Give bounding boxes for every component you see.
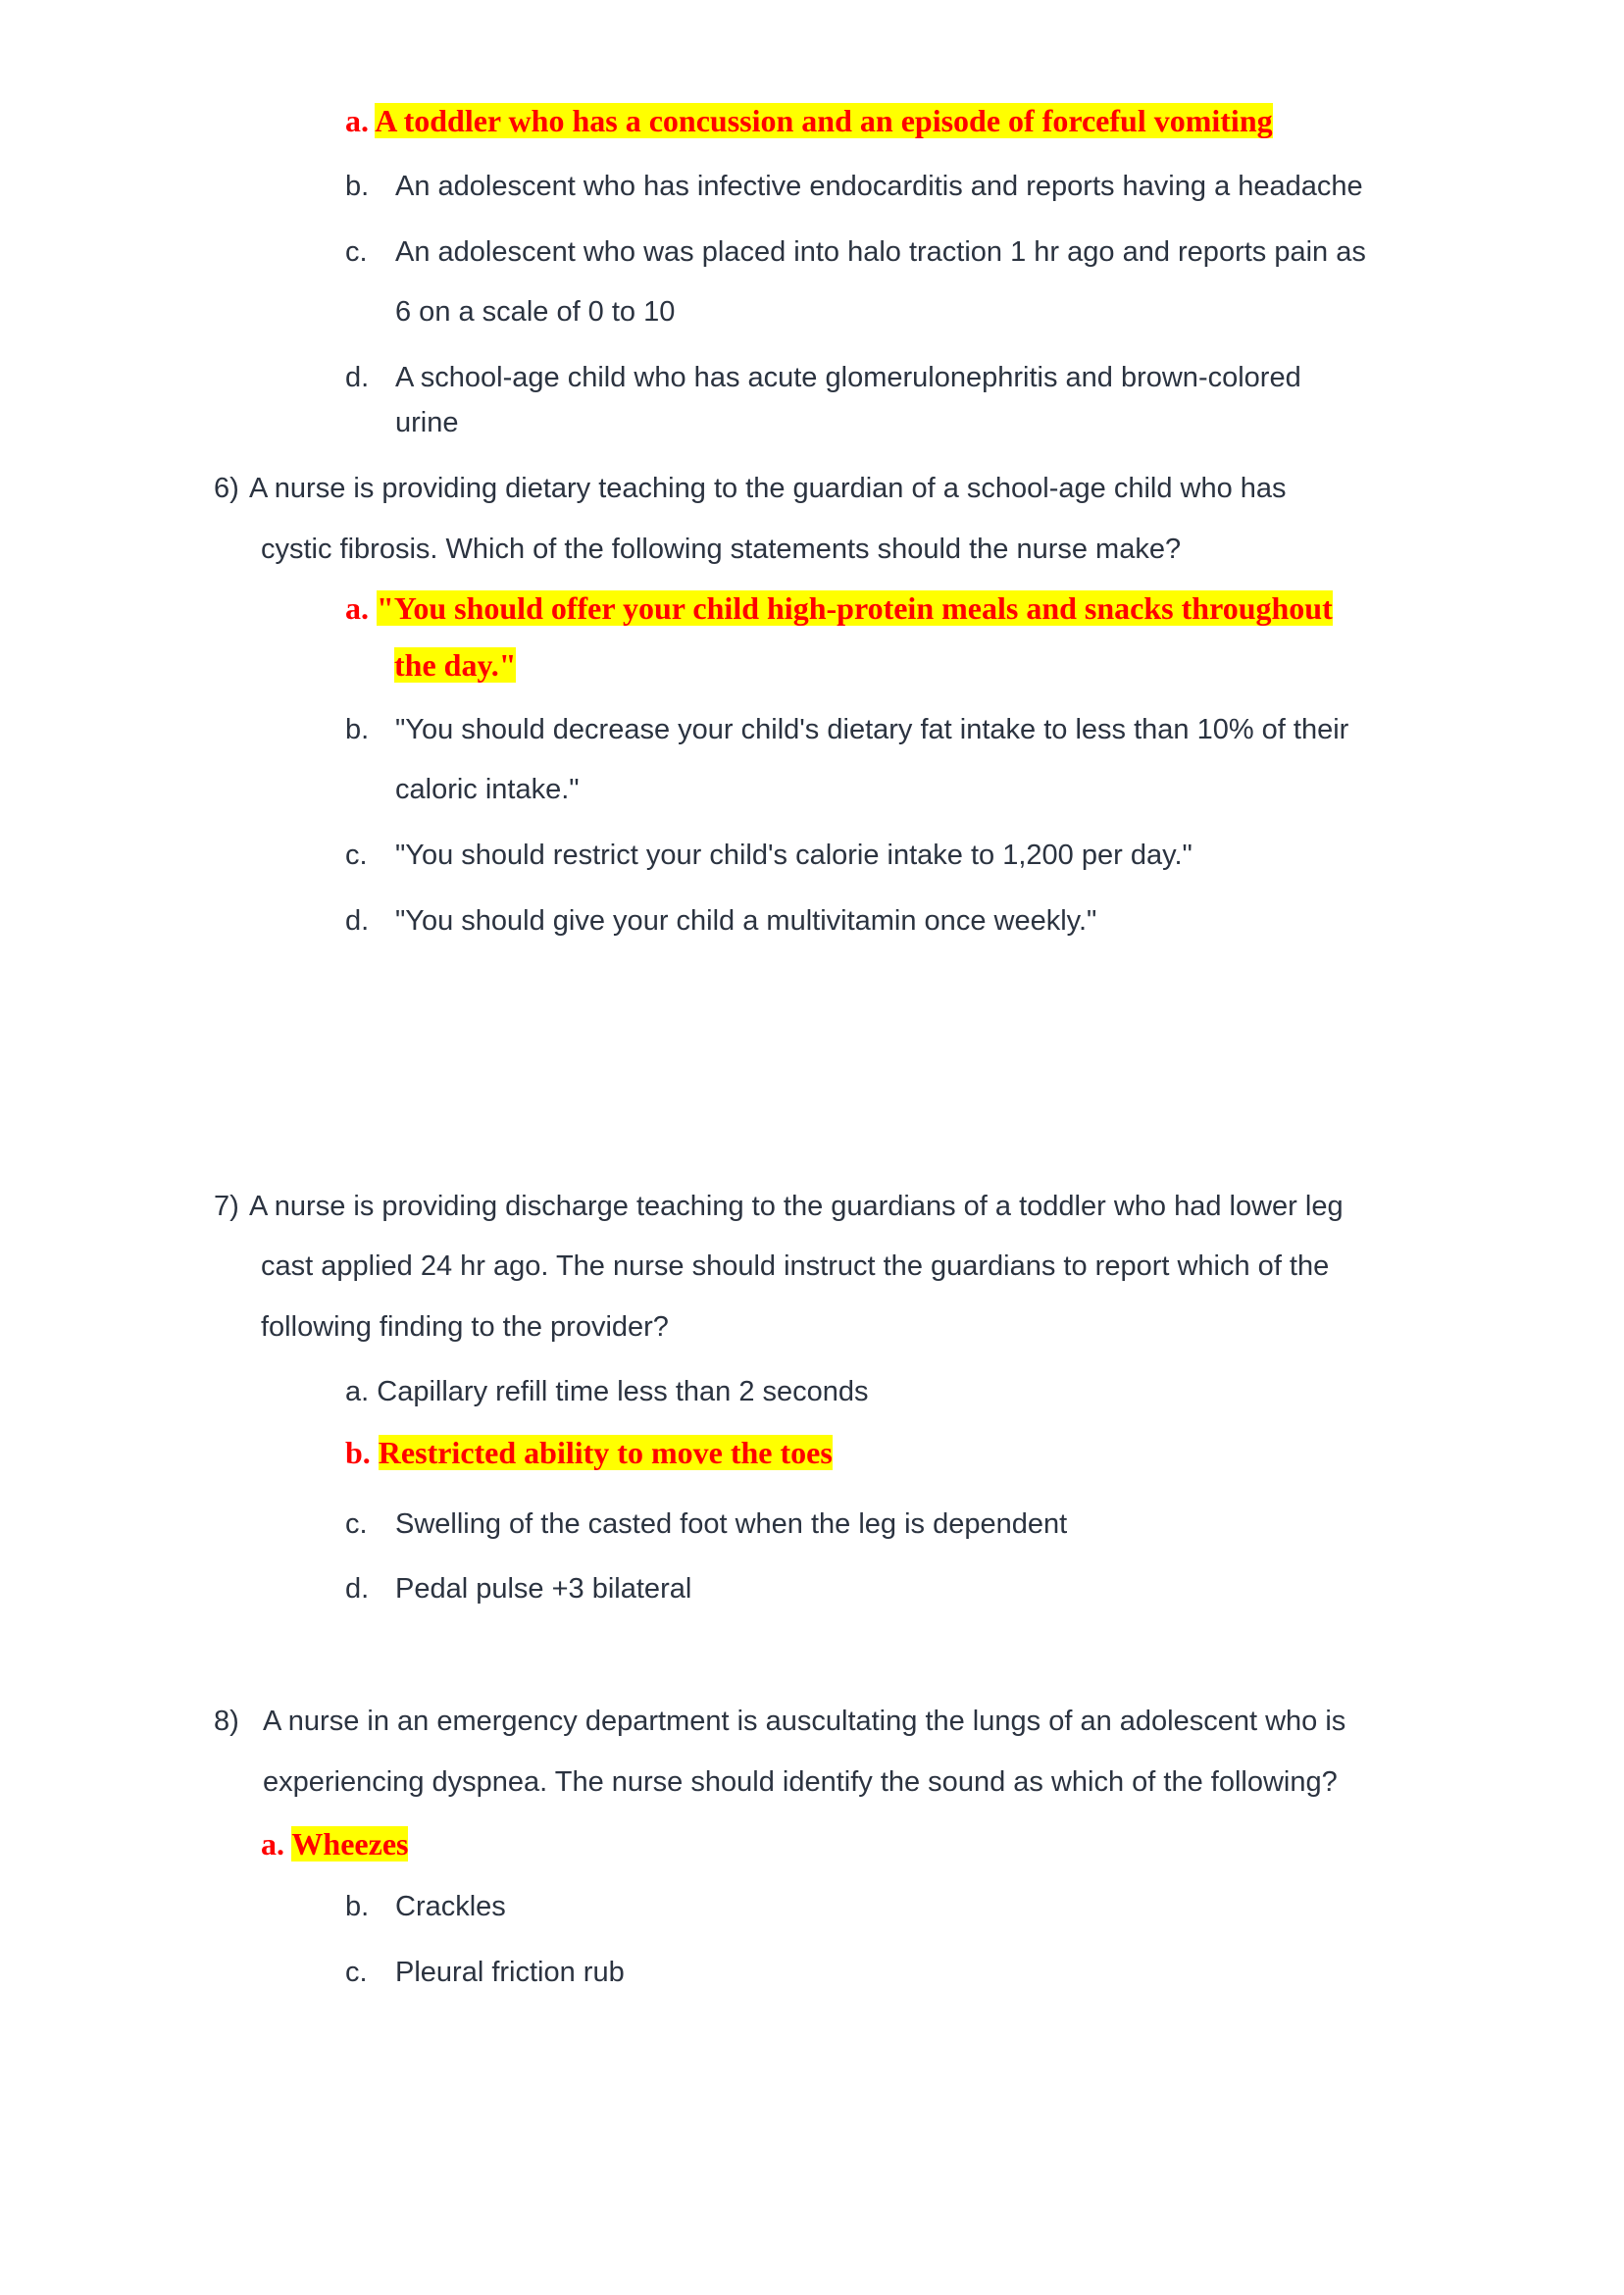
q7-option-d-label: d. — [345, 1573, 370, 1605]
q7-option-a — [345, 1374, 869, 1409]
q5-option-c-text-cont: 6 on a scale of 0 to 10 — [395, 296, 676, 328]
option-label: a. — [345, 103, 369, 138]
option-label: a. — [345, 1376, 370, 1407]
q5-option-b-text: An adolescent who has infective endocarditis and reports having a headache — [395, 171, 1363, 202]
option-text: Restricted ability to move the toes — [378, 1435, 833, 1470]
q6-option-b-label: b. — [345, 714, 370, 745]
q7-option-c-text: Swelling of the casted foot when the leg is dependent — [395, 1508, 1068, 1540]
q7-stem-cont2: following finding to the provider? — [261, 1311, 669, 1343]
q5-option-d-text-cont: urine — [395, 407, 459, 438]
q5-option-b-label: b. — [345, 171, 370, 202]
option-text: Wheezes — [291, 1826, 409, 1862]
q6-stem-cont: cystic fibrosis. Which of the following statements should the nurse make? — [261, 534, 1182, 565]
q8-option-c-label: c. — [345, 1957, 368, 1988]
q6-option-d-text: "You should give your child a multivitamin once weekly." — [395, 905, 1097, 937]
option-label: a. — [261, 1826, 284, 1862]
q8-option-a-correct — [261, 1826, 408, 1862]
q8-option-b-label: b. — [345, 1891, 370, 1922]
q6-option-c-label: c. — [345, 840, 368, 871]
q7-option-d-text: Pedal pulse +3 bilateral — [395, 1573, 692, 1605]
option-text: "You should offer your child high-protein meals and snacks throughout — [377, 590, 1333, 626]
q8-option-c-text: Pleural friction rub — [395, 1957, 625, 1988]
q6-option-a-cont — [394, 647, 516, 683]
q5-option-c-label: c. — [345, 236, 368, 268]
q5-option-c-text: An adolescent who was placed into halo traction 1 hr ago and reports pain as — [395, 236, 1366, 268]
q5-option-a-correct — [345, 103, 1273, 138]
q6-option-b-text: "You should decrease your child's dietary fat intake to less than 10% of their — [395, 714, 1349, 745]
option-label: b. — [345, 1435, 371, 1470]
q6-option-b-text-cont: caloric intake." — [395, 774, 580, 805]
q8-stem: A nurse in an emergency department is auscultating the lungs of an adolescent who is — [263, 1706, 1346, 1737]
q7-number: 7) — [214, 1191, 239, 1222]
option-text: A toddler who has a concussion and an episode of forceful vomiting — [375, 103, 1273, 138]
q5-option-d-label: d. — [345, 362, 370, 393]
q6-option-a-correct — [345, 590, 1333, 626]
q6-option-c-text: "You should restrict your child's calorie intake to 1,200 per day." — [395, 840, 1193, 871]
option-label: a. — [345, 590, 369, 626]
q6-stem: A nurse is providing dietary teaching to the guardian of a school-age child who has — [249, 473, 1287, 504]
q8-stem-cont: experiencing dyspnea. The nurse should identify the sound as which of the following? — [263, 1766, 1338, 1798]
q7-stem: A nurse is providing discharge teaching to the guardians of a toddler who had lower leg — [249, 1191, 1344, 1222]
option-text-cont: the day." — [394, 647, 517, 683]
option-text: Capillary refill time less than 2 seconds — [377, 1376, 869, 1407]
q8-number: 8) — [214, 1706, 239, 1737]
q5-option-d-text: A school-age child who has acute glomerulonephritis and brown-colored — [395, 362, 1301, 393]
q8-option-b-text: Crackles — [395, 1891, 506, 1922]
q6-number: 6) — [214, 473, 239, 504]
q7-option-c-label: c. — [345, 1508, 368, 1540]
q7-option-b-correct — [345, 1435, 833, 1470]
q6-option-d-label: d. — [345, 905, 370, 937]
q7-stem-cont: cast applied 24 hr ago. The nurse should instruct the guardians to report which of the — [261, 1250, 1330, 1282]
